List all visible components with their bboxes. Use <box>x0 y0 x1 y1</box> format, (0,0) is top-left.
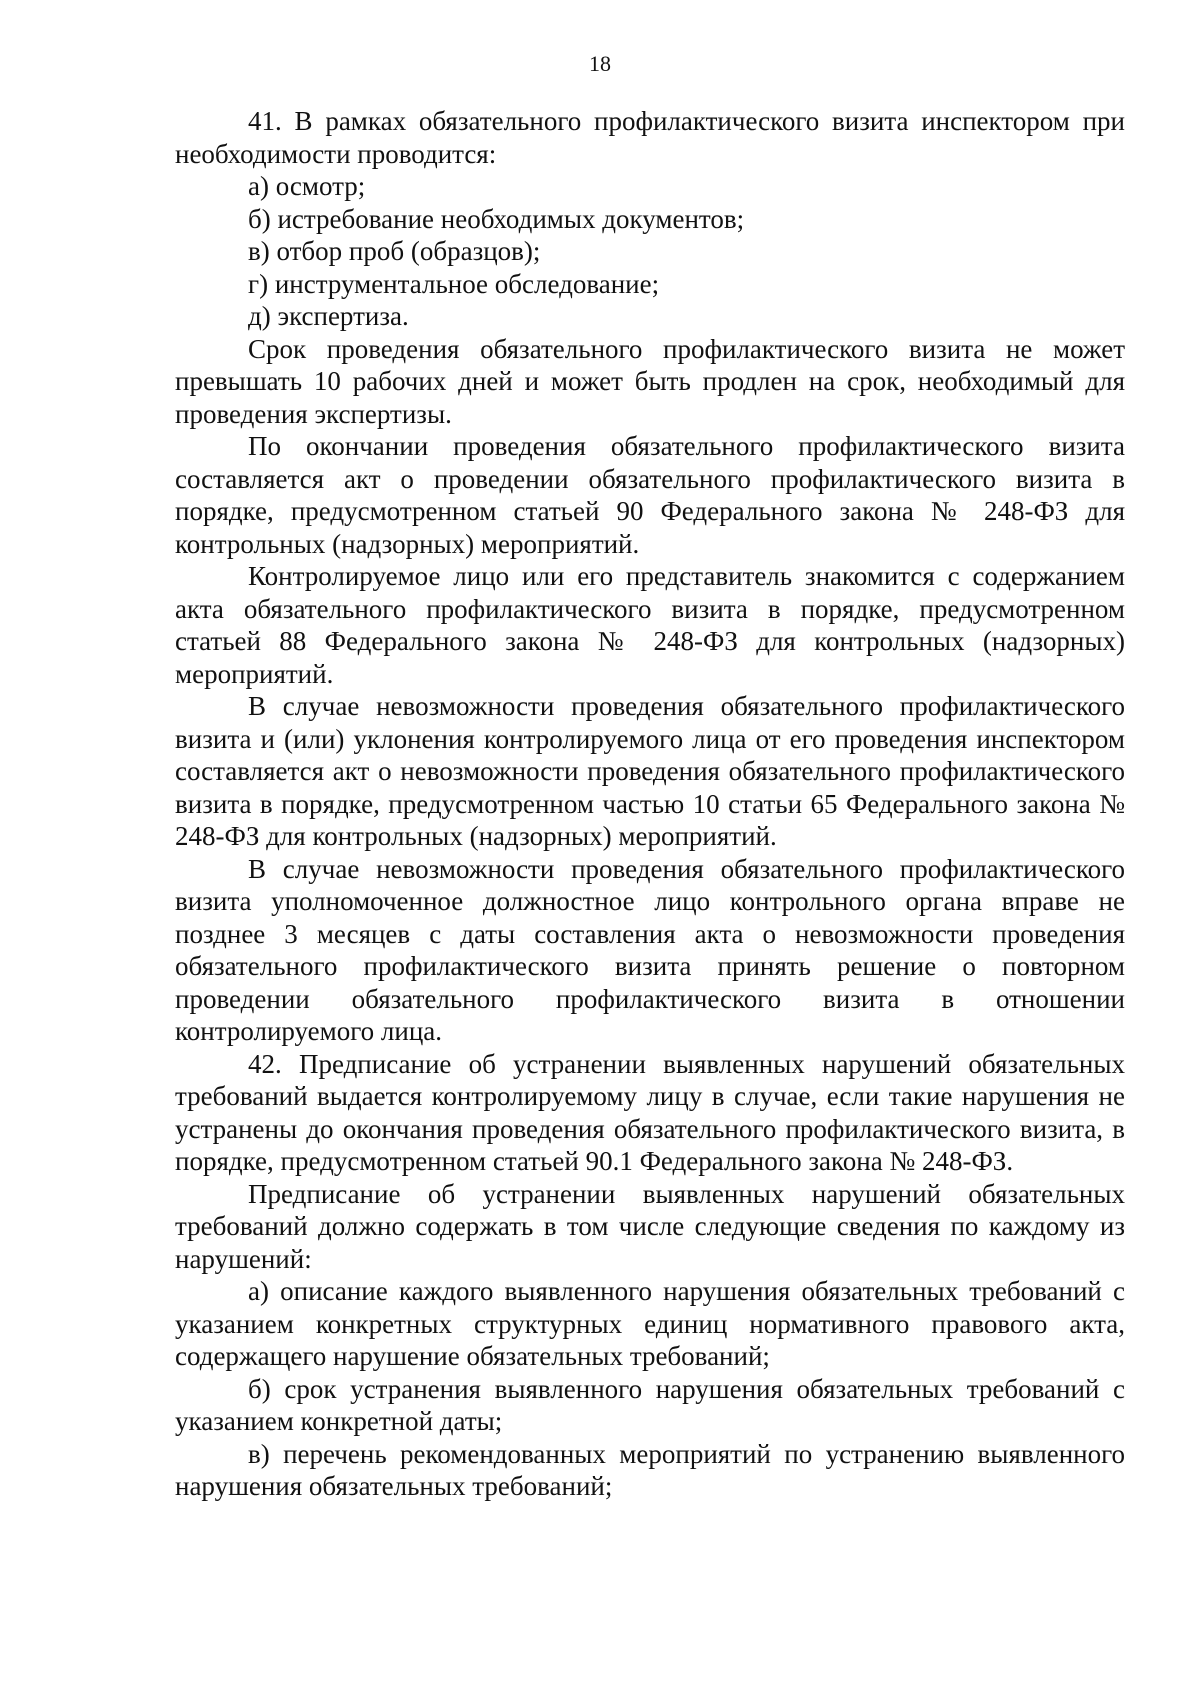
list-item-b-documents: б) истребование необходимых документов; <box>248 203 745 234</box>
paragraph-42-prescription: 42. Предписание об устранении выявленных нарушений обязательных требований выдается контролируемому лицу в случае, если такие нарушения не устранены до окончания проведения обязательного профилактического визита, в порядке, предусмотренном статьей 90.1 Федерального закона № 248-ФЗ. <box>175 1048 1125 1176</box>
page-number: 18 <box>589 51 611 76</box>
list-item-a-violation-description: а) описание каждого выявленного нарушения обязательных требований с указанием конкретных структурных единиц нормативного правового акта, содержащего нарушение обязательных требований; <box>175 1276 1125 1371</box>
paragraph-repeat-visit: В случае невозможности проведения обязательного профилактического визита уполномоченное должностное лицо контрольного органа вправе не позднее 3 месяцев с даты составления акта о невозможности проведения обязательного профилактического визита принять решение о повторном проведении обязательного профилактического визита в отношении контролируемого лица. <box>175 853 1125 1046</box>
paragraph-prescription-content: Предписание об устранении выявленных нарушений обязательных требований должно содержать в том числе следующие сведения по каждому из нарушений: <box>175 1178 1125 1274</box>
paragraph-visit-duration: Срок проведения обязательного профилактического визита не может превышать 10 рабочих дней и может быть продлен на срок, необходимый для проведения экспертизы. <box>175 333 1125 429</box>
paragraph-impossibility-act: В случае невозможности проведения обязательного профилактического визита и (или) уклонения контролируемого лица от его проведения инспектором составляется акт о невозможности проведения обязательного профилактического визита в порядке, предусмотренном частью 10 статьи 65 Федерального закона № 248-ФЗ для контрольных (надзорных) мероприятий. <box>175 691 1125 851</box>
paragraph-act-familiarization: Контролируемое лицо или его представитель знакомится с содержанием акта обязательного профилактического визита в порядке, предусмотренном статьей 88 Федерального закона № 248-ФЗ для контрольных (надзорных) мероприятий. <box>175 561 1125 689</box>
list-item-d-expertise: д) экспертиза. <box>248 301 409 331</box>
list-item-g-survey: г) инструментальное обследование; <box>248 268 660 299</box>
document-body <box>175 105 1125 1503</box>
list-item-v-samples: в) отбор проб (образцов); <box>248 236 541 266</box>
list-item-b-elimination-term: б) срок устранения выявленного нарушения обязательных требований с указанием конкретной даты; <box>175 1373 1125 1436</box>
paragraph-visit-act: По окончании проведения обязательного профилактического визита составляется акт о проведении обязательного профилактического визита в порядке, предусмотренном статьей 90 Федерального закона № 248-ФЗ для контрольных (надзорных) мероприятий. <box>175 431 1125 559</box>
paragraph-41-intro: 41. В рамках обязательного профилактического визита инспектором при необходимости проводится: <box>175 106 1125 169</box>
list-item-v-recommended-measures: в) перечень рекомендованных мероприятий по устранению выявленного нарушения обязательных требований; <box>175 1438 1125 1501</box>
list-item-a-inspection: а) осмотр; <box>248 171 366 201</box>
